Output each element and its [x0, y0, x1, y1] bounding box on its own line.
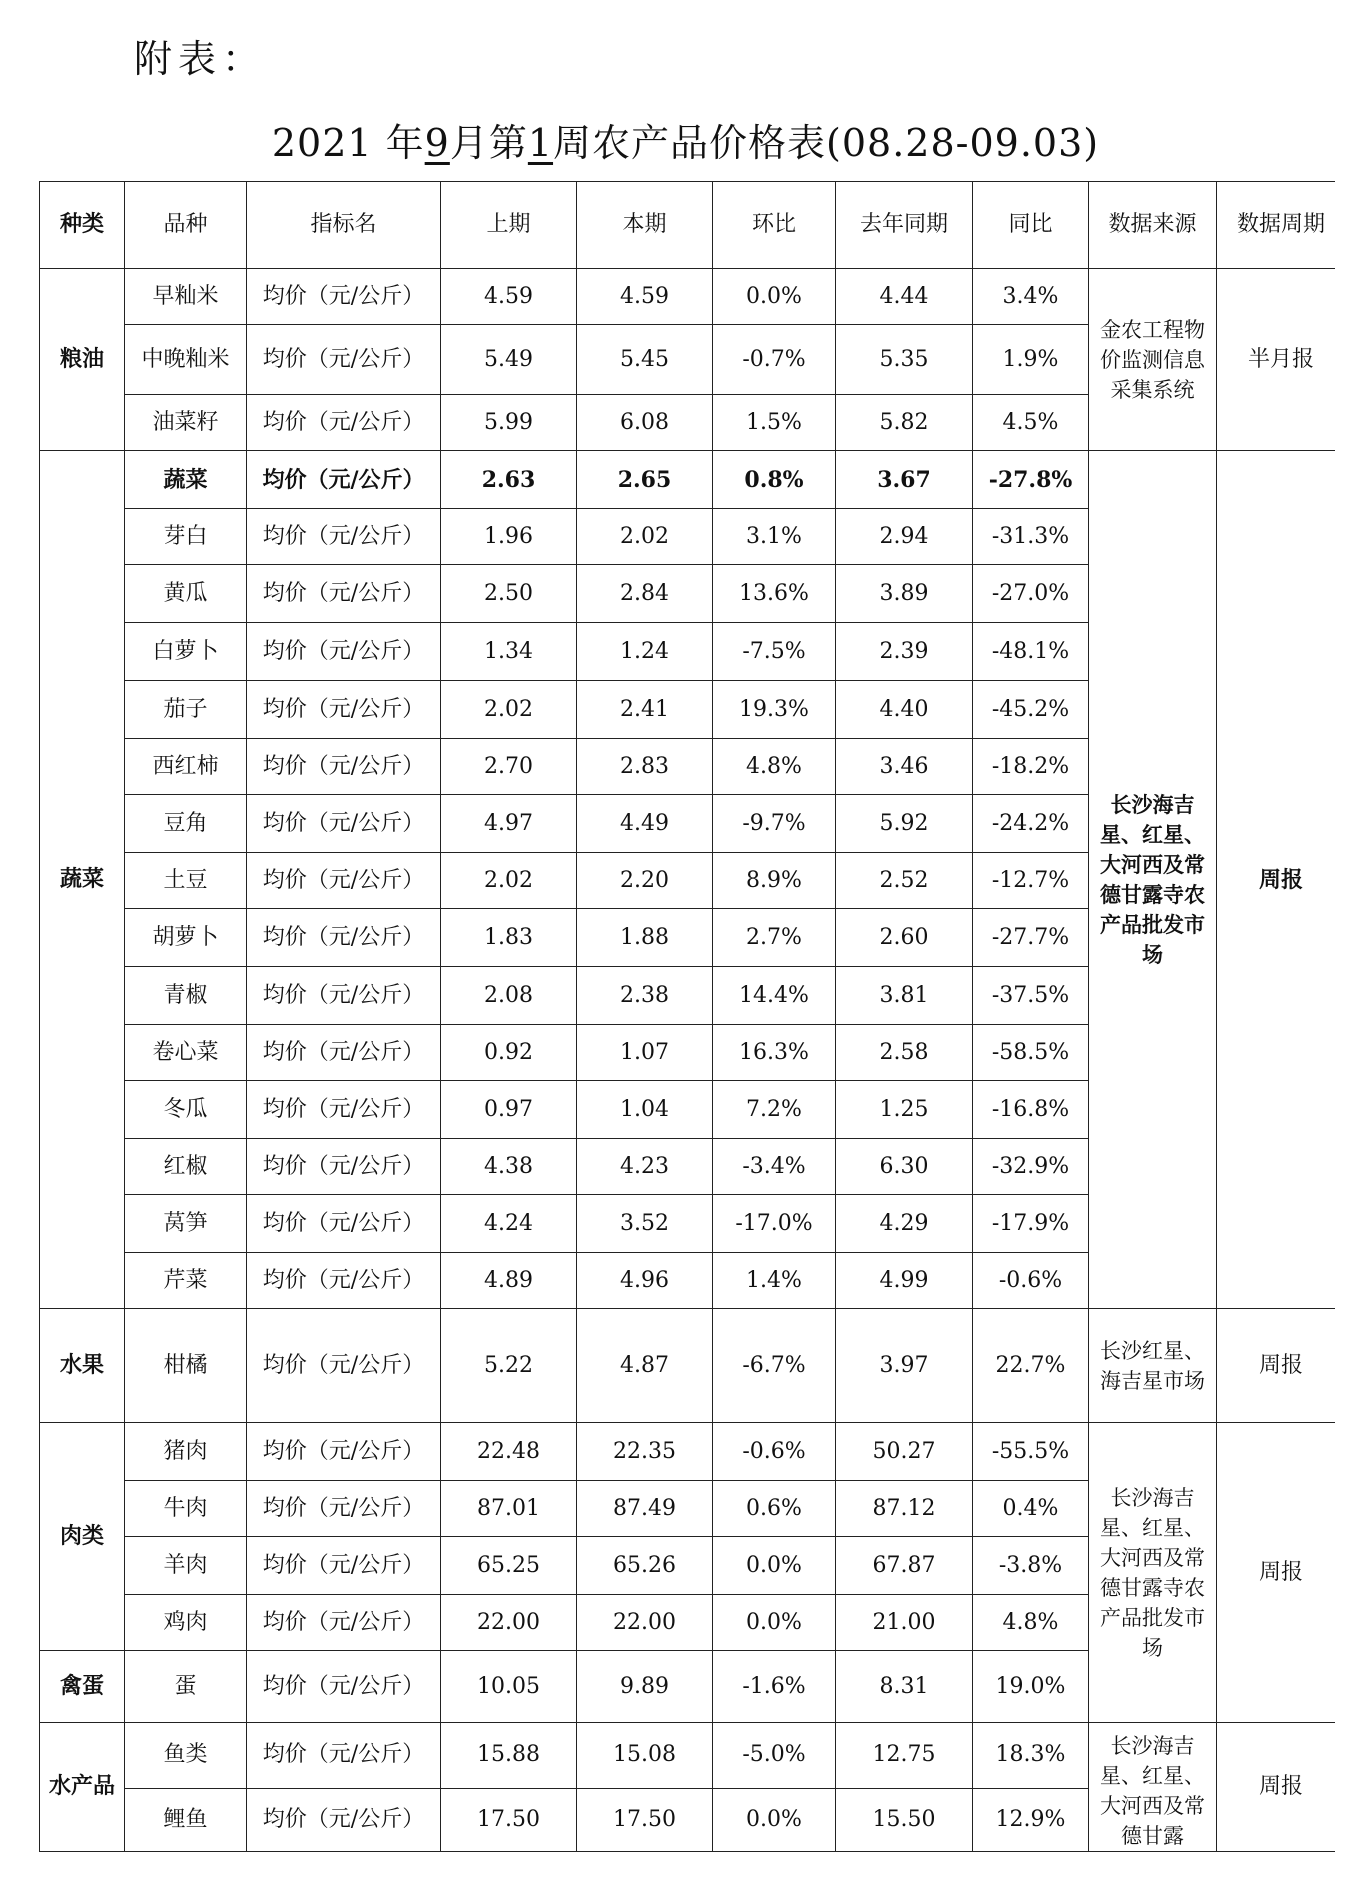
title-month: 9: [424, 121, 450, 165]
yoy-cell: -17.9%: [973, 1195, 1089, 1253]
last-year-cell: 5.35: [836, 325, 973, 395]
period-cell: 周报: [1217, 1723, 1336, 1852]
current-cell: 2.65: [577, 451, 713, 509]
header-source: 数据来源: [1089, 182, 1217, 269]
yoy-cell: -24.2%: [973, 795, 1089, 853]
yoy-cell: 3.4%: [973, 269, 1089, 325]
mom-cell: -3.4%: [713, 1139, 836, 1195]
mom-cell: -17.0%: [713, 1195, 836, 1253]
mom-cell: -1.6%: [713, 1651, 836, 1723]
variety-cell: 白萝卜: [125, 623, 247, 681]
variety-cell: 芹菜: [125, 1253, 247, 1309]
last-year-cell: 4.40: [836, 681, 973, 739]
previous-cell: 2.50: [441, 565, 577, 623]
last-year-cell: 50.27: [836, 1423, 973, 1481]
current-cell: 2.20: [577, 853, 713, 909]
current-cell: 15.08: [577, 1723, 713, 1789]
mom-cell: 0.8%: [713, 451, 836, 509]
indicator-cell: 均价（元/公斤）: [247, 909, 441, 967]
yoy-cell: -37.5%: [973, 967, 1089, 1025]
last-year-cell: 3.89: [836, 565, 973, 623]
current-cell: 1.88: [577, 909, 713, 967]
mom-cell: -0.6%: [713, 1423, 836, 1481]
yoy-cell: 4.8%: [973, 1595, 1089, 1651]
last-year-cell: 21.00: [836, 1595, 973, 1651]
yoy-cell: 18.3%: [973, 1723, 1089, 1789]
indicator-cell: 均价（元/公斤）: [247, 1595, 441, 1651]
current-cell: 4.59: [577, 269, 713, 325]
indicator-cell: 均价（元/公斤）: [247, 739, 441, 795]
yoy-cell: -31.3%: [973, 509, 1089, 565]
previous-cell: 5.99: [441, 395, 577, 451]
last-year-cell: 4.99: [836, 1253, 973, 1309]
source-cell: 长沙海吉星、红星、大河西及常德甘露寺农产品批发市场: [1089, 451, 1217, 1309]
mom-cell: 2.7%: [713, 909, 836, 967]
category-cell: 粮油: [40, 269, 125, 451]
yoy-cell: -16.8%: [973, 1081, 1089, 1139]
previous-cell: 10.05: [441, 1651, 577, 1723]
indicator-cell: 均价（元/公斤）: [247, 1253, 441, 1309]
yoy-cell: 4.5%: [973, 395, 1089, 451]
yoy-cell: -27.0%: [973, 565, 1089, 623]
mom-cell: 16.3%: [713, 1025, 836, 1081]
header-mom: 环比: [713, 182, 836, 269]
current-cell: 5.45: [577, 325, 713, 395]
title-suffix: 周农产品价格表(08.28-09.03): [553, 121, 1100, 165]
variety-cell: 中晚籼米: [125, 325, 247, 395]
indicator-cell: 均价（元/公斤）: [247, 623, 441, 681]
variety-cell: 油菜籽: [125, 395, 247, 451]
indicator-cell: 均价（元/公斤）: [247, 1481, 441, 1537]
yoy-cell: -0.6%: [973, 1253, 1089, 1309]
yoy-cell: -55.5%: [973, 1423, 1089, 1481]
current-cell: 3.52: [577, 1195, 713, 1253]
previous-cell: 17.50: [441, 1788, 577, 1851]
yoy-cell: -32.9%: [973, 1139, 1089, 1195]
mom-cell: 8.9%: [713, 853, 836, 909]
current-cell: 17.50: [577, 1788, 713, 1851]
current-cell: 4.49: [577, 795, 713, 853]
source-cell: 金农工程物价监测信息采集系统: [1089, 269, 1217, 451]
header-indicator: 指标名: [247, 182, 441, 269]
yoy-cell: -27.7%: [973, 909, 1089, 967]
indicator-cell: 均价（元/公斤）: [247, 1788, 441, 1851]
category-cell: 水产品: [40, 1723, 125, 1852]
indicator-cell: 均价（元/公斤）: [247, 681, 441, 739]
header-period: 数据周期: [1217, 182, 1336, 269]
header-row: [40, 182, 1336, 269]
table-row: [40, 1309, 1336, 1423]
variety-cell: 青椒: [125, 967, 247, 1025]
mom-cell: 14.4%: [713, 967, 836, 1025]
header-last-year: 去年同期: [836, 182, 973, 269]
period-cell: 周报: [1217, 1309, 1336, 1423]
price-table-sheet: [39, 181, 1335, 1877]
mom-cell: 0.0%: [713, 269, 836, 325]
mom-cell: 0.6%: [713, 1481, 836, 1537]
mom-cell: -6.7%: [713, 1309, 836, 1423]
yoy-cell: -18.2%: [973, 739, 1089, 795]
indicator-cell: 均价（元/公斤）: [247, 509, 441, 565]
last-year-cell: 6.30: [836, 1139, 973, 1195]
indicator-cell: 均价（元/公斤）: [247, 395, 441, 451]
indicator-cell: 均价（元/公斤）: [247, 1651, 441, 1723]
current-cell: 2.83: [577, 739, 713, 795]
header-current: 本期: [577, 182, 713, 269]
header-variety: 品种: [125, 182, 247, 269]
indicator-cell: 均价（元/公斤）: [247, 565, 441, 623]
table-row: [40, 1723, 1336, 1789]
source-cell: 长沙红星、海吉星市场: [1089, 1309, 1217, 1423]
current-cell: 9.89: [577, 1651, 713, 1723]
variety-cell: 西红柿: [125, 739, 247, 795]
last-year-cell: 4.29: [836, 1195, 973, 1253]
variety-cell: 豆角: [125, 795, 247, 853]
indicator-cell: 均价（元/公斤）: [247, 967, 441, 1025]
variety-cell: 羊肉: [125, 1537, 247, 1595]
price-table: [39, 181, 1335, 1852]
previous-cell: 22.00: [441, 1595, 577, 1651]
category-cell: 蔬菜: [40, 451, 125, 1309]
last-year-cell: 3.97: [836, 1309, 973, 1423]
variety-cell: 红椒: [125, 1139, 247, 1195]
yoy-cell: -58.5%: [973, 1025, 1089, 1081]
indicator-cell: 均价（元/公斤）: [247, 853, 441, 909]
variety-cell: 黄瓜: [125, 565, 247, 623]
variety-cell: 早籼米: [125, 269, 247, 325]
previous-cell: 87.01: [441, 1481, 577, 1537]
mom-cell: 7.2%: [713, 1081, 836, 1139]
variety-cell: 胡萝卜: [125, 909, 247, 967]
last-year-cell: 1.25: [836, 1081, 973, 1139]
mom-cell: -5.0%: [713, 1723, 836, 1789]
yoy-cell: -48.1%: [973, 623, 1089, 681]
previous-cell: 4.38: [441, 1139, 577, 1195]
last-year-cell: 2.52: [836, 853, 973, 909]
current-cell: 2.38: [577, 967, 713, 1025]
current-cell: 1.24: [577, 623, 713, 681]
current-cell: 87.49: [577, 1481, 713, 1537]
previous-cell: 0.97: [441, 1081, 577, 1139]
last-year-cell: 3.46: [836, 739, 973, 795]
previous-cell: 2.08: [441, 967, 577, 1025]
variety-cell: 柑橘: [125, 1309, 247, 1423]
previous-cell: 1.83: [441, 909, 577, 967]
mom-cell: 1.5%: [713, 395, 836, 451]
mom-cell: 3.1%: [713, 509, 836, 565]
yoy-cell: -27.8%: [973, 451, 1089, 509]
indicator-cell: 均价（元/公斤）: [247, 269, 441, 325]
last-year-cell: 3.67: [836, 451, 973, 509]
yoy-cell: 19.0%: [973, 1651, 1089, 1723]
indicator-cell: 均价（元/公斤）: [247, 795, 441, 853]
table-row: [40, 1423, 1336, 1481]
previous-cell: 2.02: [441, 853, 577, 909]
previous-cell: 15.88: [441, 1723, 577, 1789]
current-cell: 1.04: [577, 1081, 713, 1139]
last-year-cell: 2.39: [836, 623, 973, 681]
table-row: [40, 269, 1336, 325]
indicator-cell: 均价（元/公斤）: [247, 1139, 441, 1195]
indicator-cell: 均价（元/公斤）: [247, 1423, 441, 1481]
previous-cell: 1.34: [441, 623, 577, 681]
indicator-cell: 均价（元/公斤）: [247, 451, 441, 509]
last-year-cell: 2.60: [836, 909, 973, 967]
last-year-cell: 4.44: [836, 269, 973, 325]
yoy-cell: -12.7%: [973, 853, 1089, 909]
current-cell: 4.23: [577, 1139, 713, 1195]
previous-cell: 0.92: [441, 1025, 577, 1081]
current-cell: 2.84: [577, 565, 713, 623]
current-cell: 65.26: [577, 1537, 713, 1595]
period-cell: 周报: [1217, 451, 1336, 1309]
last-year-cell: 2.58: [836, 1025, 973, 1081]
variety-cell: 鸡肉: [125, 1595, 247, 1651]
variety-cell: 牛肉: [125, 1481, 247, 1537]
yoy-cell: 12.9%: [973, 1788, 1089, 1851]
variety-cell: 莴笋: [125, 1195, 247, 1253]
previous-cell: 4.97: [441, 795, 577, 853]
previous-cell: 4.24: [441, 1195, 577, 1253]
current-cell: 4.87: [577, 1309, 713, 1423]
mom-cell: 0.0%: [713, 1537, 836, 1595]
header-previous: 上期: [441, 182, 577, 269]
yoy-cell: 1.9%: [973, 325, 1089, 395]
page-title: [0, 112, 1371, 167]
mom-cell: 0.0%: [713, 1595, 836, 1651]
mom-cell: 13.6%: [713, 565, 836, 623]
variety-cell: 卷心菜: [125, 1025, 247, 1081]
previous-cell: 4.59: [441, 269, 577, 325]
last-year-cell: 87.12: [836, 1481, 973, 1537]
variety-cell: 鲤鱼: [125, 1788, 247, 1851]
last-year-cell: 12.75: [836, 1723, 973, 1789]
title-prefix: 2021 年: [271, 121, 425, 165]
indicator-cell: 均价（元/公斤）: [247, 1537, 441, 1595]
indicator-cell: 均价（元/公斤）: [247, 1723, 441, 1789]
title-mid: 月第: [449, 121, 528, 165]
last-year-cell: 2.94: [836, 509, 973, 565]
mom-cell: -7.5%: [713, 623, 836, 681]
current-cell: 22.35: [577, 1423, 713, 1481]
yoy-cell: -3.8%: [973, 1537, 1089, 1595]
mom-cell: 4.8%: [713, 739, 836, 795]
table-row: [40, 451, 1336, 509]
previous-cell: 4.89: [441, 1253, 577, 1309]
previous-cell: 1.96: [441, 509, 577, 565]
indicator-cell: 均价（元/公斤）: [247, 1309, 441, 1423]
variety-cell: 芽白: [125, 509, 247, 565]
yoy-cell: 22.7%: [973, 1309, 1089, 1423]
last-year-cell: 5.82: [836, 395, 973, 451]
last-year-cell: 8.31: [836, 1651, 973, 1723]
category-cell: 肉类: [40, 1423, 125, 1651]
variety-cell: 蛋: [125, 1651, 247, 1723]
header-category: 种类: [40, 182, 125, 269]
variety-cell: 蔬菜: [125, 451, 247, 509]
current-cell: 6.08: [577, 395, 713, 451]
previous-cell: 2.63: [441, 451, 577, 509]
previous-cell: 5.49: [441, 325, 577, 395]
category-cell: 禽蛋: [40, 1651, 125, 1723]
current-cell: 1.07: [577, 1025, 713, 1081]
last-year-cell: 3.81: [836, 967, 973, 1025]
source-cell: 长沙海吉星、红星、大河西及常德甘露: [1089, 1723, 1217, 1852]
last-year-cell: 5.92: [836, 795, 973, 853]
current-cell: 2.41: [577, 681, 713, 739]
current-cell: 22.00: [577, 1595, 713, 1651]
header-yoy: 同比: [973, 182, 1089, 269]
current-cell: 4.96: [577, 1253, 713, 1309]
category-cell: 水果: [40, 1309, 125, 1423]
variety-cell: 鱼类: [125, 1723, 247, 1789]
mom-cell: 19.3%: [713, 681, 836, 739]
source-cell: 长沙海吉星、红星、大河西及常德甘露寺农产品批发市场: [1089, 1423, 1217, 1723]
period-cell: 周报: [1217, 1423, 1336, 1723]
period-cell: 半月报: [1217, 269, 1336, 451]
variety-cell: 猪肉: [125, 1423, 247, 1481]
mom-cell: -0.7%: [713, 325, 836, 395]
yoy-cell: 0.4%: [973, 1481, 1089, 1537]
annex-label: 附表：: [134, 37, 267, 81]
indicator-cell: 均价（元/公斤）: [247, 325, 441, 395]
title-week: 1: [527, 121, 554, 165]
current-cell: 2.02: [577, 509, 713, 565]
last-year-cell: 15.50: [836, 1788, 973, 1851]
variety-cell: 土豆: [125, 853, 247, 909]
mom-cell: 0.0%: [713, 1788, 836, 1851]
previous-cell: 2.70: [441, 739, 577, 795]
yoy-cell: -45.2%: [973, 681, 1089, 739]
previous-cell: 22.48: [441, 1423, 577, 1481]
last-year-cell: 67.87: [836, 1537, 973, 1595]
mom-cell: -9.7%: [713, 795, 836, 853]
indicator-cell: 均价（元/公斤）: [247, 1081, 441, 1139]
mom-cell: 1.4%: [713, 1253, 836, 1309]
indicator-cell: 均价（元/公斤）: [247, 1025, 441, 1081]
previous-cell: 65.25: [441, 1537, 577, 1595]
variety-cell: 茄子: [125, 681, 247, 739]
indicator-cell: 均价（元/公斤）: [247, 1195, 441, 1253]
previous-cell: 2.02: [441, 681, 577, 739]
previous-cell: 5.22: [441, 1309, 577, 1423]
variety-cell: 冬瓜: [125, 1081, 247, 1139]
